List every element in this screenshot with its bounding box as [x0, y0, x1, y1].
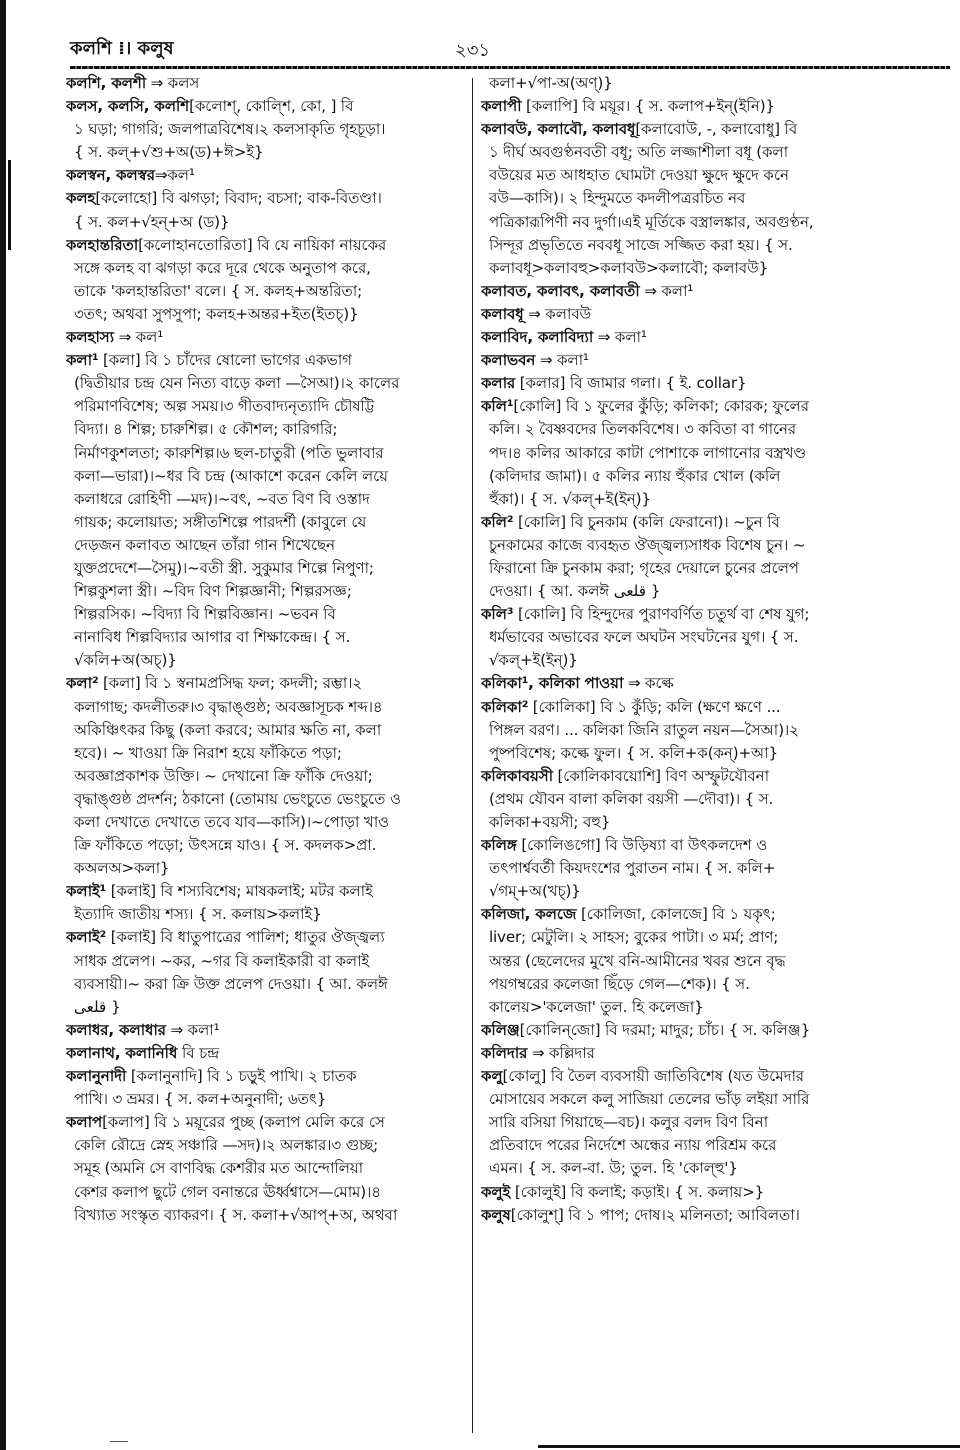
- entry-continuation-line: [66, 303, 471, 326]
- entry-text: [কোলিজা, কোলজে] বি ১ যকৃৎ;: [576, 905, 776, 924]
- headword: কলাবধূ: [481, 304, 524, 323]
- dictionary-entry-line: [66, 880, 471, 903]
- entry-text: প্রতিবাদে পরের নির্দেশে অন্ধের ন্যায় পরিশ্রম করে: [489, 1136, 777, 1155]
- entry-text: [কোলুই] বি কলাই; কড়াই। { স. কলায়>}: [510, 1182, 765, 1201]
- entry-continuation-line: [66, 442, 471, 465]
- dictionary-entry-line: [481, 395, 901, 418]
- entry-continuation-line: [481, 418, 901, 441]
- entry-text: [কোলি] বি ১ ফুলের কুঁড়ি; কলিকা; কোরক; ফুলের: [513, 397, 809, 416]
- left-column: [66, 72, 471, 1227]
- headword: কলি²: [481, 512, 514, 531]
- entry-continuation-line: [481, 880, 901, 903]
- entry-continuation-line: [66, 1134, 471, 1157]
- entry-text: পিঙ্গল বরণ। ... কলিকা জিনি রাতুল নয়ন—সৈআ)।২: [489, 720, 799, 739]
- dictionary-entry-line: [481, 1042, 901, 1065]
- entry-continuation-line: [481, 234, 901, 257]
- entry-continuation-line: [481, 950, 901, 973]
- dictionary-entry-line: [481, 511, 901, 534]
- entry-continuation-line: [481, 141, 901, 164]
- entry-text: বৃদ্ধাঙ্গুষ্ঠ প্রদর্শন; ঠকানো (তোমায় ভেংচুতে ভেংচুতে ও: [74, 789, 401, 808]
- entry-continuation-line: [66, 811, 471, 834]
- headword: কলি³: [481, 605, 514, 624]
- entry-text: বিখ্যাত সংস্কৃত ব্যাকরণ। { স. কলা+√আপ্+অ, অথবা: [74, 1205, 398, 1224]
- entry-text: বিদ্যা। ৪ শিল্প; চারুশিল্প। ৫ কৌশল; কারিগরি;: [74, 420, 338, 439]
- entry-continuation-line: [66, 649, 471, 672]
- entry-text: (দ্বিতীয়ার চন্দ্র যেন নিত্য বাড়ে কলা —সৈআ)।২ কালের: [74, 374, 400, 393]
- headword: কলস, কলসি, কলশি: [66, 97, 190, 116]
- entry-text: { স. কল্+√শু+অ(ড)+ঈ>ই}: [74, 143, 264, 162]
- headword: কলানুনাদী: [66, 1067, 127, 1086]
- right-column: [481, 72, 901, 1227]
- dictionary-entry-line: [66, 1111, 471, 1134]
- entry-text: শিল্পরসিক। ~বিদ্যা বি শিল্পবিজ্ঞান। ~ভবন বি: [74, 605, 336, 624]
- headword: কলিকাবয়সী: [481, 766, 553, 785]
- entry-continuation-line: [481, 1157, 901, 1180]
- entry-continuation-line: [66, 603, 471, 626]
- footer-rule: [538, 1445, 960, 1448]
- headword: কলহাস্য: [66, 328, 114, 347]
- entry-continuation-line: [66, 742, 471, 765]
- entry-continuation-line: [481, 72, 901, 95]
- entry-text: [কলানুনাদি] বি ১ চড়ুই পাখি। ২ চাতক: [126, 1067, 357, 1086]
- entry-text: ক্রি ফাঁকিতে পড়ো; উৎসন্নে যাও। { স. কদলক>প্রা.: [74, 836, 377, 855]
- scan-edge-bar: [0, 0, 6, 1450]
- entry-continuation-line: [66, 580, 471, 603]
- dictionary-entry-line: [481, 1019, 901, 1042]
- entry-text: [কলাপি] বি ময়ূর। { স. কলাপ+ইন্(ইনি)}: [521, 97, 775, 116]
- headword: কলিকা²: [481, 697, 529, 716]
- entry-text: ফিরানো ক্রি চুনকাম করা; গৃহের দেয়ালে চুনের প্রলেপ: [489, 558, 799, 577]
- entry-continuation-line: [66, 1157, 471, 1180]
- entry-text: মোসায়েব সকলে কলু সাজিয়া তেলের ভাঁড় লইয়া সারি: [489, 1090, 810, 1109]
- entry-continuation-line: [66, 973, 471, 996]
- entry-continuation-line: [66, 395, 471, 418]
- page-number: ২৩১: [455, 40, 491, 61]
- entry-text: কলাধরে রোহিণী —মদ)।~বৎ, ~বত বিণ বি ওস্তাদ: [74, 489, 370, 508]
- entry-continuation-line: [66, 211, 471, 234]
- entry-text: ⇒ কলস: [146, 74, 200, 92]
- entry-continuation-line: [66, 626, 471, 649]
- entry-continuation-line: [481, 1088, 901, 1111]
- entry-text: ১ দীর্ঘ অবগুণ্ঠনবতী বধূ; অতি লজ্জাশীলা বধূ (কলা: [489, 143, 788, 162]
- headword: কলাভবন: [481, 351, 536, 370]
- entry-text: কলা দেখাতে দেখাতে তবে যাব—কাসি)।~পোড়া খাও: [74, 813, 390, 831]
- entry-continuation-line: [66, 765, 471, 788]
- entry-continuation-line: [481, 442, 901, 465]
- entry-text: হুঁকা)। { স. √কল্+ই(ইন্)}: [489, 489, 651, 508]
- entry-text: বউয়ের মত আধহাত ঘোমটা দেওয়া ক্ষুদে ক্ষুদে কনে: [489, 166, 789, 185]
- entry-text: অবজ্ঞাপ্রকাশক উক্তি। ~ দেখানো ক্রি ফাঁকি দেওয়া;: [74, 766, 373, 785]
- entry-text: ⇒কল¹: [154, 166, 195, 185]
- entry-text: [কোলিঙগো] বি উড়িষ্যা বা উৎকলদেশ ও: [516, 836, 768, 855]
- headword: কলা¹: [66, 351, 99, 370]
- headword: কলাপী: [481, 97, 522, 116]
- dictionary-entry-line: [481, 903, 901, 926]
- entry-text: ⇒ কলা¹: [593, 328, 647, 347]
- headword: কলিদার: [481, 1043, 528, 1062]
- dictionary-entry-line: [66, 72, 471, 95]
- entry-text: (কলিদার জামা)। ৫ কলির ন্যায় হুঁকার খোল (কলি: [489, 466, 781, 485]
- entry-continuation-line: [481, 557, 901, 580]
- entry-text: কলিকা+বয়সী; বহু}: [489, 813, 611, 831]
- entry-text: [কলা] বি ১ চাঁদের ষোলো ভাগের একভাগ: [98, 351, 352, 370]
- entry-text: হবে)। ~ খাওয়া ক্রি নিরাশ হয়ে ফাঁকিতে পড়া;: [74, 743, 342, 762]
- entry-text: সঙ্গে কলহ বা ঝগড়া করে দূরে থেকে অনুতাপ করে,: [74, 258, 371, 277]
- entry-continuation-line: [66, 141, 471, 164]
- entry-continuation-line: [66, 557, 471, 580]
- dictionary-entry-line: [66, 234, 471, 257]
- entry-continuation-line: [66, 996, 471, 1019]
- entry-continuation-line: [481, 187, 901, 210]
- entry-continuation-line: [66, 1204, 471, 1227]
- entry-text: চুনকামের কাজে ব্যবহৃত ঔজ্জ্বল্যসাধক বিশেষ চুন। ~: [489, 535, 806, 554]
- headword: কলাপ: [66, 1113, 103, 1132]
- headword: কলহান্তরিতা: [66, 235, 139, 254]
- entry-continuation-line: [481, 465, 901, 488]
- entry-continuation-line: [66, 280, 471, 303]
- entry-continuation-line: [66, 418, 471, 441]
- entry-text: নির্মাণকুশলতা; কারুশিল্প।৬ ছল-চাতুরী (পতি ভুলাবার: [74, 443, 384, 462]
- entry-continuation-line: [66, 719, 471, 742]
- headword: কলিকা¹, কলিকা পাওয়া: [481, 674, 624, 693]
- entry-continuation-line: [481, 857, 901, 880]
- entry-text: ⇒ কল¹: [113, 328, 164, 347]
- headword: কলানাথ, কলানিধি: [66, 1043, 178, 1062]
- entry-continuation-line: [481, 626, 901, 649]
- entry-text: গায়ক; কলোয়াত; সঙ্গীতশিল্পে পারদর্শী (কাবুলে যে: [74, 512, 367, 531]
- entry-text: √গম্+অ(খচ্)}: [489, 882, 581, 901]
- entry-text: [কলা] বি ১ স্বনামপ্রসিদ্ধ ফল; কদলী; রম্ভা।২: [98, 674, 363, 693]
- header-rule: [70, 66, 950, 69]
- entry-text: [কোলি] বি হিন্দুদের পুরাণবর্ণিত চতুর্থ বা শেষ যুগ;: [513, 605, 810, 624]
- dictionary-entry-line: [66, 1019, 471, 1042]
- headword: কলাই²: [66, 928, 107, 947]
- entry-text: { স. কল+√হন্+অ (ড)}: [74, 212, 230, 231]
- entry-text: [কলাই] বি ধাতুপাত্রের পালিশ; ধাতুর ঔজ্জ্বল্য: [106, 928, 385, 947]
- headword: কলাবউ, কলাবৌ, কলাবধূ: [481, 120, 636, 139]
- headword: কলহ: [66, 189, 96, 208]
- entry-text: [কলোশ্, কোল্শি, কো, ] বি: [189, 97, 354, 116]
- headword: কলাবত, কলাবৎ, কলাবতী: [481, 281, 640, 300]
- entry-text: ⇒ কলা¹: [535, 351, 589, 370]
- headword: কলাই¹: [66, 882, 107, 901]
- entry-text: [কোলু] বি তৈল ব্যবসায়ী জাতিবিশেষ (যত উমেদার: [502, 1067, 804, 1086]
- dictionary-entry-line: [481, 372, 901, 395]
- headword: কলিজা, কলজে: [481, 905, 577, 924]
- entry-continuation-line: [66, 788, 471, 811]
- entry-text: এমন। { স. কল-বা. উ; তুল. হি 'কোল্হু'}: [489, 1159, 738, 1178]
- entry-text: [কলার] বি জামার গলা। { ই. collar}: [515, 374, 747, 393]
- entry-text: কলা+√পা-অ(অণ্)}: [489, 74, 613, 92]
- entry-text: পদ।৪ কলির আকারে কাটা পোশাকে লাগানোর বস্ত্রখণ্ড: [489, 443, 807, 462]
- entry-continuation-line: [481, 211, 901, 234]
- entry-text: [কলাবোউ, -, কলাবোধু] বি: [635, 120, 798, 139]
- entry-continuation-line: [66, 118, 471, 141]
- entry-continuation-line: [481, 649, 901, 672]
- dictionary-entry-line: [481, 349, 901, 372]
- entry-continuation-line: [481, 996, 901, 1019]
- entry-continuation-line: [66, 903, 471, 926]
- entry-text: ⇒ কলা¹: [639, 281, 694, 300]
- dictionary-entry-line: [66, 95, 471, 118]
- entry-continuation-line: [481, 1111, 901, 1134]
- entry-text: শিল্পকুশলা স্ত্রী। ~বিদ বিণ শিল্পজ্ঞানী; শিল্পরসজ্ঞ;: [74, 582, 352, 601]
- entry-text: কলি। ২ বৈষ্ণবদের তিলকবিশেষ। ৩ কবিতা বা গানের: [489, 420, 797, 439]
- dictionary-entry-line: [66, 326, 471, 349]
- entry-text: ব্যবসায়ী।~ করা ক্রি উক্ত প্রলেপ দেওয়া। { আ. কলঈ: [74, 974, 388, 993]
- dictionary-entry-line: [481, 280, 901, 303]
- scan-edge-mark: [8, 160, 11, 250]
- dictionary-entry-line: [481, 603, 901, 626]
- entry-text: [কোলিকাবয়োশি] বিণ অস্ফুটযৌবনা: [552, 766, 769, 785]
- entry-continuation-line: [66, 696, 471, 719]
- entry-text: ইত্যাদি জাতীয় শস্য। { স. কলায়>কলাই}: [74, 905, 322, 924]
- headword: কলাবিদ, কলাবিদ্যা: [481, 328, 594, 347]
- entry-text: [কোলুশ্] বি ১ পাপ; দোষ।২ মলিনতা; আবিলতা।: [510, 1205, 800, 1224]
- entry-text: তাকে 'কলহান্তরিতা' বলে। { স. কলহ+অন্তরিতা;: [74, 281, 363, 300]
- entry-text: নানাবিধ শিল্পবিদ্যার আগার বা শিক্ষাকেন্দ্র। { স.: [74, 628, 351, 647]
- entry-text: [কলাই] বি শস্যবিশেষ; মাষকলাই; মটর কলাই: [106, 882, 373, 901]
- dictionary-entry-line: [481, 765, 901, 788]
- entry-continuation-line: [66, 488, 471, 511]
- entry-text: যুক্তপ্রদেশে—সৈমু)।~বতী স্ত্রী. সুকুমার শিল্পে নিপুণা;: [74, 558, 374, 577]
- entry-text: কঅলঅ>কলা}: [74, 859, 170, 878]
- entry-continuation-line: [66, 950, 471, 973]
- headword: কলি¹: [481, 397, 514, 416]
- page-header: [70, 34, 940, 64]
- entry-continuation-line: [481, 534, 901, 557]
- entry-continuation-line: [66, 372, 471, 395]
- guide-words: কলশি ⁞। কলুষ: [70, 38, 174, 59]
- entry-text: সিন্দূর প্রভৃতিতে নববধূ সাজে সজ্জিত করা হয়। { স.: [489, 235, 793, 254]
- entry-text: [কোলিকা] বি ১ কুঁড়ি; কলি (ক্ষণে ক্ষণে ...: [528, 697, 781, 716]
- dictionary-entry-line: [481, 834, 901, 857]
- entry-continuation-line: [66, 257, 471, 280]
- entry-text: সারি বসিয়া গিয়াছে—বচ)। কলুর বলদ বিণ বিনা: [489, 1113, 768, 1132]
- entry-text: পাখি। ৩ ভ্রমর। { স. কল+অনুনাদী; ৬তৎ}: [74, 1090, 327, 1109]
- dictionary-entry-line: [481, 95, 901, 118]
- dictionary-entry-line: [481, 1065, 901, 1088]
- entry-text: [কলোহো] বি ঝগড়া; বিবাদ; বচসা; বাক-বিতণ্ডা।: [95, 189, 382, 208]
- entry-text: ধর্মভাবের অভাবের ফলে অঘটন সংঘটনের যুগ। { স.: [489, 628, 799, 647]
- entry-text: ১ ঘড়া; গাগরি; জলপাত্রবিশেষ।২ কলসাকৃতি গৃহচূড়া।: [74, 120, 386, 139]
- entry-continuation-line: [481, 926, 901, 949]
- entry-continuation-line: [481, 742, 901, 765]
- entry-text: ⇒ কল্কে: [623, 674, 674, 693]
- headword: কলুষ: [481, 1205, 511, 1224]
- entry-text: অকিঞ্চিৎকর কিছু (কলা করবে; আমার ক্ষতি না, কলা: [74, 720, 382, 739]
- entry-continuation-line: [481, 164, 901, 187]
- entry-text: [কলোহানতোরিতা] বি যে নায়িকা নায়কের: [138, 235, 387, 254]
- headword: কলিঞ্জ: [481, 1020, 520, 1039]
- entry-text: অন্তর (ছেলেদের মুখে বনি-আমীনের খবর শুনে বৃদ্ধ: [489, 951, 786, 970]
- headword: কলিঙ্গ: [481, 836, 517, 855]
- headword: কলার: [481, 374, 516, 393]
- entry-text: (প্রথম যৌবন বালা কলিকা বয়সী —দৌবা)। { স.: [489, 789, 774, 808]
- entry-text: কেলি রৌদ্রে স্নেহ সঞ্চারি —সদ)।২ অলঙ্কার।৩ গুচ্ছ;: [74, 1136, 379, 1155]
- entry-continuation-line: [481, 788, 901, 811]
- entry-text: ৩তৎ; অথবা সুপসুপা; কলহ+অন্তর+ইত(ইতচ্)}: [74, 304, 359, 323]
- entry-text: ⇒ কল্লিদার: [527, 1043, 595, 1062]
- dictionary-entry-line: [481, 1204, 901, 1227]
- headword: কলশি, কলশী: [66, 74, 147, 92]
- entry-continuation-line: [481, 973, 901, 996]
- headword: কলু: [481, 1067, 503, 1086]
- entry-text: [কোলিন্‌জো] বি দরমা; মাদুর; চাঁচ। { স. কলিঞ্জ}: [519, 1020, 811, 1039]
- entry-continuation-line: [481, 719, 901, 742]
- dictionary-entry-line: [481, 326, 901, 349]
- entry-text: দেড়জন কলাবত আছেন তাঁরা গান শিখেছেন: [74, 535, 336, 554]
- headword: কলা²: [66, 674, 99, 693]
- entry-continuation-line: [481, 257, 901, 280]
- entry-continuation-line: [481, 580, 901, 603]
- entry-continuation-line: [66, 857, 471, 880]
- entry-continuation-line: [481, 811, 901, 834]
- dictionary-entry-line: [66, 349, 471, 372]
- entry-text: √কল্+ই(ইন্)}: [489, 651, 578, 670]
- entry-text: قلعی }: [74, 997, 121, 1016]
- dictionary-entry-line: [481, 118, 901, 141]
- dictionary-entry-line: [66, 1042, 471, 1065]
- entry-text: [কলাপ] বি ১ ময়ূরের পুচ্ছ (কলাপ মেলি করে সে: [102, 1113, 385, 1132]
- entry-text: কলাবধূ>কলাবহু>কলাবউ>কলাবৌ; কলাবউ}: [489, 258, 769, 277]
- entry-continuation-line: [66, 1181, 471, 1204]
- entry-text: তৎপার্শ্ববর্তী কিয়দংশের পুরাতন নাম। { স. কলি+: [489, 859, 776, 878]
- entry-text: পয়গম্বরের কলেজা ছিঁড়ে গেল—শেক)। { স.: [489, 974, 750, 993]
- dictionary-entry-line: [66, 187, 471, 210]
- headword: কলস্বন, কলস্বর: [66, 166, 155, 185]
- entry-text: বি চন্দ্র: [177, 1043, 220, 1062]
- dictionary-entry-line: [66, 926, 471, 949]
- entry-text: সমূহ (অমনি সে বাণবিদ্ধ কেশরীর মত আন্দোলিয়া: [74, 1159, 363, 1178]
- entry-continuation-line: [66, 834, 471, 857]
- dictionary-entry-line: [481, 696, 901, 719]
- entry-text: ⇒ কলাবউ: [523, 304, 592, 323]
- entry-text: পত্রিকারূপিণী নব দুর্গা।এই মূর্তিকে বস্ত্রালঙ্কার, অবগুণ্ঠন,: [489, 212, 814, 231]
- entry-text: [কোলি] বি চুনকাম (কলি ফেরানো)। ~চুন বি: [513, 512, 780, 531]
- entry-text: liver; মেটুলি। ২ সাহস; বুকের পাটা। ৩ মর্ম; প্রাণ;: [489, 928, 779, 947]
- entry-text: পরিমাণবিশেষ; অল্প সময়।৩ গীতবাদ্যনৃত্যাদি চৌষট্টি: [74, 397, 375, 416]
- entry-text: কলা—ভারা)।~ধর বি চন্দ্র (আকাশে করেন কেলি লয়ে: [74, 466, 388, 485]
- dictionary-entry-line: [481, 1181, 901, 1204]
- column-divider: [472, 78, 473, 1433]
- entry-text: কালেয়>'কলেজা' তুল. হি কলেজা}: [489, 997, 704, 1016]
- entry-text: √কলি+অ(অচ্)}: [74, 651, 177, 670]
- headword: কলুই: [481, 1182, 511, 1201]
- dictionary-entry-line: [66, 1065, 471, 1088]
- entry-text: কলাগাছ; কদলীতরু।৩ বৃদ্ধাঙ্গুষ্ঠ; অবজ্ঞাসূচক শব্দ।৪: [74, 697, 383, 716]
- dictionary-entry-line: [481, 303, 901, 326]
- entry-continuation-line: [66, 465, 471, 488]
- entry-text: ⇒ কলা¹: [165, 1020, 220, 1039]
- entry-continuation-line: [481, 1134, 901, 1157]
- footer-mark: [110, 1441, 128, 1442]
- entry-text: পুষ্পবিশেষ; কল্কে ফুল। { স. কলি+ক(কন্)+আ}: [489, 743, 778, 762]
- entry-text: সাধক প্রলেপ। ~কর, ~গর বি কলাইকারী বা কলাই: [74, 951, 370, 970]
- entry-continuation-line: [66, 1088, 471, 1111]
- entry-continuation-line: [481, 488, 901, 511]
- entry-text: বউ—কাসি)। ২ হিন্দুমতে কদলীপত্ররচিত নব: [489, 189, 746, 208]
- entry-continuation-line: [66, 534, 471, 557]
- entry-text: কেশর কলাপ ছুটে গেল বনান্তরে ঊর্ধ্বশ্বাসে—মোম)।৪: [74, 1182, 381, 1201]
- dictionary-entry-line: [481, 672, 901, 695]
- entry-text: দেওয়া। { আ. কলঈ قلعی }: [489, 582, 661, 601]
- entry-continuation-line: [66, 511, 471, 534]
- headword: কলাধর, কলাধার: [66, 1020, 166, 1039]
- dictionary-entry-line: [66, 164, 471, 187]
- dictionary-entry-line: [66, 672, 471, 695]
